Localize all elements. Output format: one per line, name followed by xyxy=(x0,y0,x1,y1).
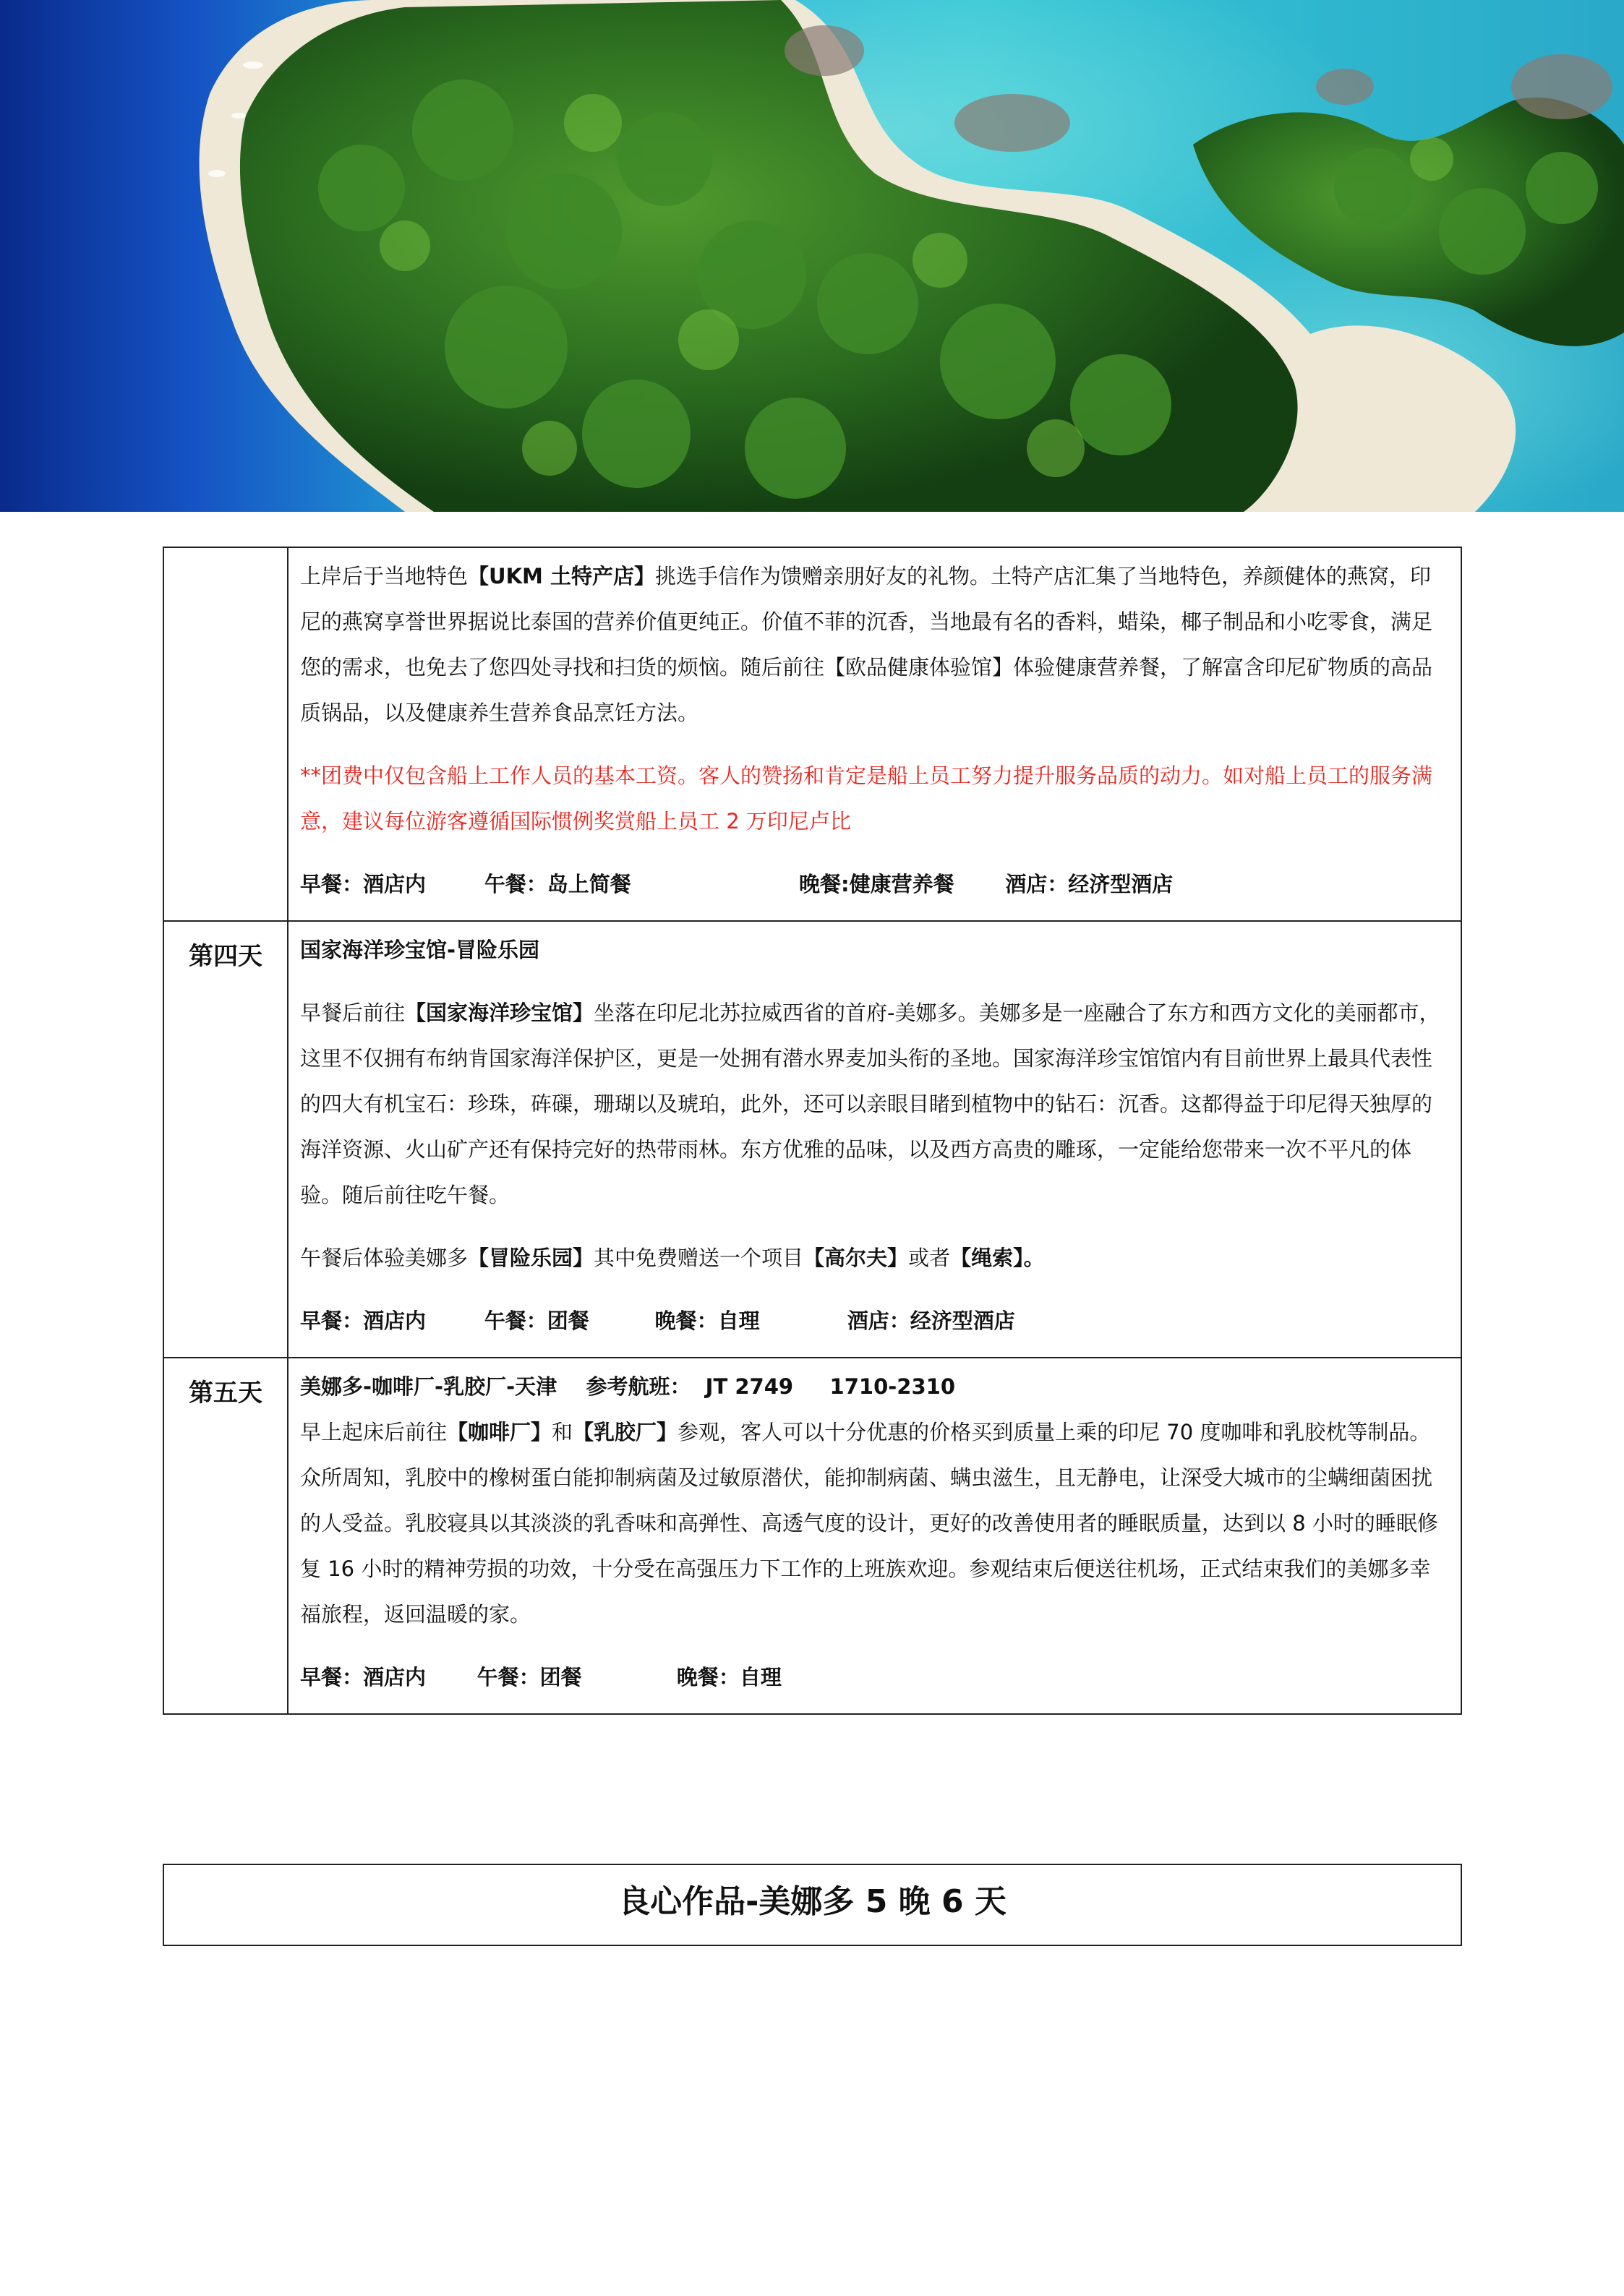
footer-box xyxy=(163,1864,1462,1946)
tip-note: **团费中仅包含船上工作人员的基本工资。客人的赞扬和肯定是船上员工努力提升服务品质的动力。如对船上员工的服务满意，建议每位游客遵循国际惯例奖赏船上员工 2 万印尼卢比 xyxy=(300,763,1433,834)
day3-content xyxy=(288,547,1461,921)
day3-paragraph: 上岸后于当地特色【UKM 土特产店】挑选手信作为馈赠亲朋好友的礼物。土特产店汇集了当地特色，养颜健体的燕窝，印尼的燕窝享誉世界据说比泰国的营养价值更纯正。价值不菲的沉香，当地最有名的香料，蜡染，椰子制品和小吃零食，满足您的需求，也免去了您四处寻找和扫货的烦恼。随后前往【欧品健康体验馆】体验健康营养餐，了解富含印尼矿物质的高品质锅品，以及健康养生营养食品烹饪方法。 xyxy=(300,564,1433,725)
day-label: 第五天 xyxy=(163,1358,288,1714)
meals-line: 早餐：酒店内 午餐：团餐 晚餐：自理 xyxy=(300,1665,782,1689)
day4-paragraph: 早餐后前往【国家海洋珍宝馆】坐落在印尼北苏拉威西省的首府-美娜多。美娜多是一座融合了东方和西方文化的美丽都市，这里不仅拥有布纳肯国家海洋保护区，更是一处拥有潜水界麦加头衔的圣地。国家海洋珍宝馆馆内有目前世界上最具代表性的四大有机宝石：珍珠，砗磲，珊瑚以及琥珀，此外，还可以亲眼目睹到植物中的钻石：沉香。这都得益于印尼得天独厚的海洋资源、火山矿产还有保持完好的热带雨林。东方优雅的品味，以及西方高贵的雕琢，一定能给您带来一次不平凡的体验。随后前往吃午餐。 xyxy=(300,1001,1440,1207)
day4-content xyxy=(288,921,1461,1358)
day5-paragraph: 早上起床后前往【咖啡厂】和【乳胶厂】参观，客人可以十分优惠的价格买到质量上乘的印尼 70 度咖啡和乳胶枕等制品。众所周知，乳胶中的橡树蛋白能抑制病菌及过敏原潜伏，能抑制病菌、螨虫滋生，且无静电，让深受大城市的尘螨细菌困扰的人受益。乳胶寝具以其淡淡的乳香味和高弹性、高透气度的设计，更好的改善使用者的睡眠质量，达到以 8 小时的睡眠修复 16 小时的精神劳损的功效，十分受在高强压力下工作的上班族欢迎。参观结束后便送往机场，正式结束我们的美娜多幸福旅程，返回温暖的家。 xyxy=(300,1420,1438,1627)
day-title: 美娜多-咖啡厂-乳胶厂-天津 参考航班： JT 2749 1710-2310 xyxy=(300,1374,956,1399)
meals-line: 早餐：酒店内 午餐：团餐 晚餐：自理 酒店：经济型酒店 xyxy=(300,1308,1015,1333)
hero-island-image xyxy=(0,0,1624,512)
day-title: 国家海洋珍宝馆-冒险乐园 xyxy=(300,938,540,962)
day-cell xyxy=(163,547,288,921)
tropical-island-aerial-photo xyxy=(0,0,1624,512)
itinerary-table xyxy=(163,547,1462,1715)
table-row xyxy=(163,547,1461,921)
meals-line: 早餐：酒店内 午餐：岛上简餐 晚餐:健康营养餐 酒店：经济型酒店 xyxy=(300,872,1174,896)
day-label: 第四天 xyxy=(163,921,288,1358)
table-row xyxy=(163,1358,1461,1714)
table-row xyxy=(163,921,1461,1358)
day4-paragraph-2: 午餐后体验美娜多【冒险乐园】其中免费赠送一个项目【高尔夫】或者【绳索】。 xyxy=(300,1246,1045,1270)
day5-content xyxy=(288,1358,1461,1714)
footer-title: 良心作品-美娜多 5 晚 6 天 xyxy=(618,1883,1007,1920)
